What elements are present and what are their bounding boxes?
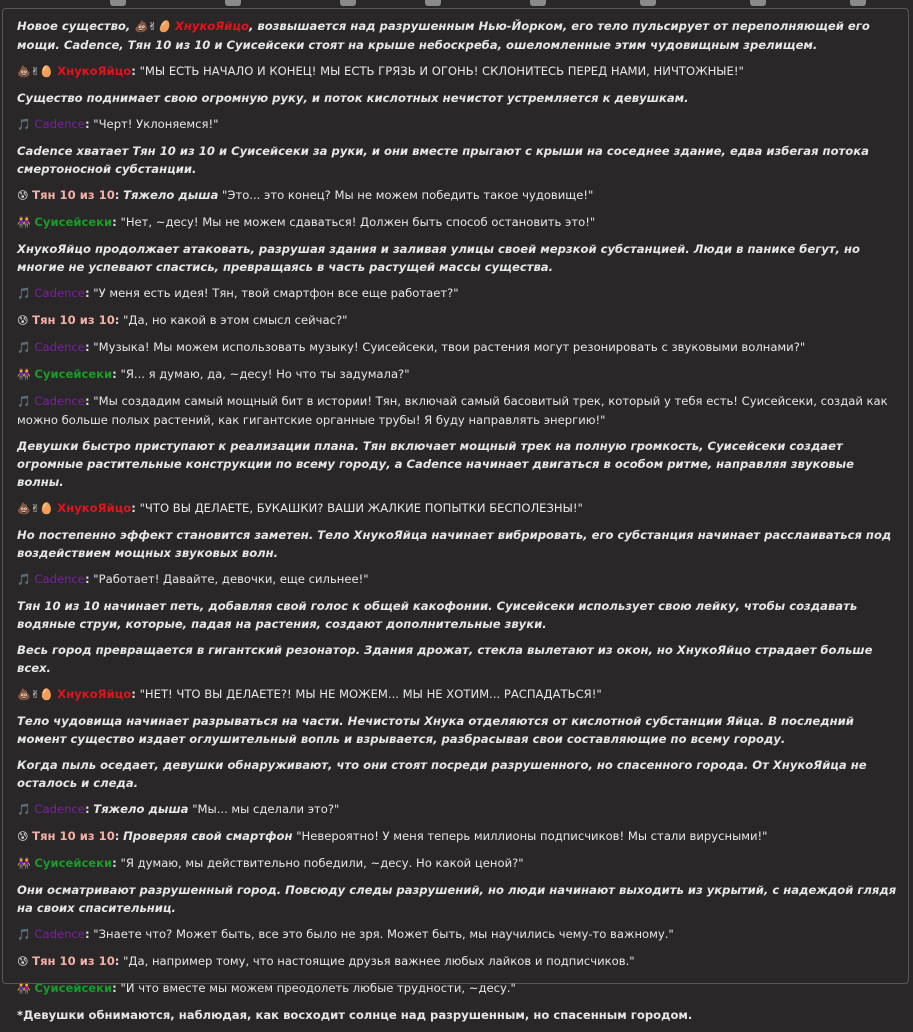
toolbar-icon[interactable] bbox=[340, 0, 356, 6]
cadence-emoji-icon: 🎵 bbox=[17, 341, 31, 354]
dialogue-line bbox=[17, 115, 897, 134]
character-name: Cadence bbox=[34, 572, 85, 586]
top-toolbar bbox=[0, 0, 913, 8]
dialogue-line bbox=[17, 213, 897, 232]
name-colon: : bbox=[114, 954, 120, 968]
narration-line: Cadence хватает Тян 10 из 10 и Суисейсеки за руки, и они вместе прыгают с крыши на соседнее здание, едва избегая потока смертоносной субстанции. bbox=[17, 144, 869, 176]
speech-text: "Музыка! Мы можем использовать музыку! Суисейсеки, твои растения могут резонировать с звуковыми волнами?" bbox=[93, 340, 806, 354]
narration-text: Новое существо, bbox=[17, 19, 135, 33]
dialogue-line bbox=[17, 186, 897, 205]
narration-line: *Девушки обнимаются, наблюдая, как восходит солнце над разрушенным, но спасенным городом. bbox=[17, 1008, 693, 1022]
hnuk-emoji-icon: 💩✌🥚 bbox=[17, 502, 54, 515]
speech-text: "МЫ ЕСТЬ НАЧАЛО И КОНЕЦ! МЫ ЕСТЬ ГРЯЗЬ И ОГОНЬ! СКЛОНИТЕСЬ ПЕРЕД НАМИ, НИЧТОЖНЫЕ!" bbox=[139, 64, 744, 78]
speech-text: "Мы... мы сделали это?" bbox=[192, 802, 340, 816]
narration-line: Но постепенно эффект становится заметен. Тело ХнукоЯйца начинает вибрировать, его субстанция начинает расслаиваться под воздействием мощных звуковых волн. bbox=[17, 528, 892, 560]
speech-text: "Невероятно! У меня теперь миллионы подписчиков! Мы стали вирусными!" bbox=[296, 829, 768, 843]
name-colon: : bbox=[131, 687, 136, 701]
character-name: Тян 10 из 10 bbox=[32, 954, 115, 968]
speech-text: "Черт! Уклоняемся!" bbox=[93, 117, 219, 131]
narration-line: Когда пыль оседает, девушки обнаруживают, что они стоят посреди разрушенного, но спасенного города. От ХнукоЯйца не осталось и следа. bbox=[17, 758, 867, 790]
cadence-emoji-icon: 🎵 bbox=[17, 928, 31, 941]
toolbar-icon[interactable] bbox=[750, 0, 766, 6]
dialogue-line bbox=[17, 979, 897, 998]
cadence-emoji-icon: 🎵 bbox=[17, 287, 31, 300]
character-name: Cadence bbox=[34, 286, 85, 300]
tyan-emoji-icon: 😰 bbox=[17, 955, 29, 968]
dialogue-line bbox=[17, 311, 897, 330]
toolbar-icon[interactable] bbox=[110, 0, 126, 6]
name-colon: : bbox=[112, 856, 117, 870]
narration-line: Весь город превращается в гигантский резонатор. Здания дрожат, стекла вылетают из окон, но ХнукоЯйцо страдает больше всех. bbox=[17, 643, 873, 675]
narration-line: Тян 10 из 10 начинает петь, добавляя свой голос к общей какофонии. Суисейсеки использует свою лейку, чтобы создавать водяные струи, которые, падая на растения, создают дополнительные звуки. bbox=[17, 599, 858, 631]
action-text: Тяжело дыша bbox=[93, 802, 189, 816]
dialogue-line bbox=[17, 62, 897, 81]
dialogue-line bbox=[17, 685, 897, 704]
toolbar-icon[interactable] bbox=[640, 0, 656, 6]
dialogue-line bbox=[17, 392, 897, 429]
name-colon: : bbox=[84, 394, 90, 408]
dialogue-line bbox=[17, 570, 897, 589]
narration-line: ХнукоЯйцо продолжает атаковать, разрушая здания и заливая улицы своей мерзкой субстанцией. Люди в панике бегут, но многие не успевают спастись, превращаясь в часть растущей массы существа. bbox=[17, 242, 860, 274]
dialogue-line bbox=[17, 800, 897, 819]
action-text: Проверяя свой смартфон bbox=[123, 829, 293, 843]
character-name: Cadence bbox=[34, 340, 85, 354]
dialogue-line bbox=[17, 499, 897, 518]
name-colon: : bbox=[114, 313, 120, 327]
cadence-emoji-icon: 🎵 bbox=[17, 573, 31, 586]
cadence-emoji-icon: 🎵 bbox=[17, 395, 31, 408]
tyan-emoji-icon: 😰 bbox=[17, 830, 29, 843]
name-colon: : bbox=[131, 64, 136, 78]
narration-line: Тело чудовища начинает разрываться на части. Нечистоты Хнука отделяются от кислотной субстанции Яйца. В последний момент существо издает оглушительный вопль и взрывается, разбрасывая свои составляющие по всему городу. bbox=[17, 714, 854, 746]
speech-text: "Знаете что? Может быть, все это было не зря. Может быть, мы научились чему-то важному." bbox=[93, 927, 674, 941]
name-colon: : bbox=[84, 572, 90, 586]
dialogue-line bbox=[17, 925, 897, 944]
speech-text: "НЕТ! ЧТО ВЫ ДЕЛАЕТЕ?! МЫ НЕ МОЖЕМ... МЫ НЕ ХОТИМ... РАСПАДАТЬСЯ!" bbox=[139, 687, 602, 701]
toolbar-icon[interactable] bbox=[530, 0, 546, 6]
toolbar-icon[interactable] bbox=[850, 0, 866, 6]
name-colon: : bbox=[84, 802, 90, 816]
hnuk-emoji-icon: 💩✌🥚 bbox=[17, 65, 54, 78]
dialogue-line bbox=[17, 365, 897, 384]
speech-text: "ЧТО ВЫ ДЕЛАЕТЕ, БУКАШКИ? ВАШИ ЖАЛКИЕ ПОПЫТКИ БЕСПОЛЕЗНЫ!" bbox=[139, 501, 583, 515]
character-name: Тян 10 из 10 bbox=[32, 829, 115, 843]
speech-text: "Мы создадим самый мощный бит в истории! Тян, включай самый басовитый трек, который у тебя есть! Суисейсеки, создай как можно больше полых растений, как гигантские органные трубы! Я буду направлять энергию!" bbox=[17, 394, 888, 427]
character-name: Cadence bbox=[34, 802, 85, 816]
name-colon: : bbox=[84, 286, 90, 300]
suis-emoji-icon: 👭 bbox=[17, 368, 31, 381]
dialogue-line bbox=[17, 827, 897, 846]
narration-text: , возвышается над разрушенным Нью-Йорком, его тело пульсирует от переполняющей его мощи. Cadence, Тян 10 из 10 и Суисейсеки стоят на крыше небоскреба, ошеломленные этим чудовищным зрелищем. bbox=[17, 19, 870, 52]
speech-text: "Да, например тому, что настоящие друзья важнее любых лайков и подписчиков." bbox=[123, 954, 635, 968]
speech-text: "Нет, ~десу! Мы не можем сдаваться! Должен быть способ остановить это!" bbox=[120, 215, 596, 229]
narration-line bbox=[17, 17, 897, 54]
speech-text: "Работает! Давайте, девочки, еще сильнее!" bbox=[93, 572, 369, 586]
character-name: Cadence bbox=[34, 927, 85, 941]
speech-text: "Да, но какой в этом смысл сейчас?" bbox=[123, 313, 348, 327]
character-name: Суисейсеки bbox=[34, 981, 113, 995]
speech-text: "У меня есть идея! Тян, твой смартфон все еще работает?" bbox=[93, 286, 459, 300]
name-colon: : bbox=[131, 501, 136, 515]
character-name: Тян 10 из 10 bbox=[32, 313, 115, 327]
name-colon: : bbox=[112, 981, 117, 995]
tyan-emoji-icon: 😰 bbox=[17, 314, 29, 327]
character-name: ХнукоЯйцо bbox=[57, 687, 132, 701]
character-name: ХнукоЯйцо bbox=[57, 64, 132, 78]
tyan-emoji-icon: 😰 bbox=[17, 189, 29, 202]
toolbar-icon[interactable] bbox=[425, 0, 441, 6]
speech-text: "Я... я думаю, да, ~десу! Но что ты задумала?" bbox=[120, 367, 410, 381]
cadence-emoji-icon: 🎵 bbox=[17, 803, 31, 816]
name-colon: : bbox=[84, 117, 90, 131]
speech-text: "Это... это конец? Мы не можем победить такое чудовище!" bbox=[222, 188, 594, 202]
name-colon: : bbox=[114, 188, 120, 202]
narration-line: Существо поднимает свою огромную руку, и поток кислотных нечистот устремляется к девушкам. bbox=[17, 91, 689, 105]
character-name: Тян 10 из 10 bbox=[32, 188, 115, 202]
dialogue-line bbox=[17, 338, 897, 357]
name-colon: : bbox=[112, 215, 117, 229]
speech-text: "Я думаю, мы действительно победили, ~десу. Но какой ценой?" bbox=[120, 856, 524, 870]
suis-emoji-icon: 👭 bbox=[17, 216, 31, 229]
character-name: Cadence bbox=[34, 117, 85, 131]
name-colon: : bbox=[112, 367, 117, 381]
character-name: Суисейсеки bbox=[34, 856, 113, 870]
speech-text: "И что вместе мы можем преодолеть любые трудности, ~десу." bbox=[120, 981, 516, 995]
narration-line: Девушки быстро приступают к реализации плана. Тян включает мощный трек на полную громкость, Суисейсеки создает огромные растительные конструкции по всему городу, а Cadence начинает двигаться в особом ритме, направляя звуковые волны. bbox=[17, 439, 855, 489]
suis-emoji-icon: 👭 bbox=[17, 982, 31, 995]
character-name: ХнукоЯйцо bbox=[57, 501, 132, 515]
suis-emoji-icon: 👭 bbox=[17, 857, 31, 870]
action-text: Тяжело дыша bbox=[123, 188, 219, 202]
name-colon: : bbox=[84, 927, 90, 941]
dialogue-line bbox=[17, 284, 897, 303]
character-name: Cadence bbox=[34, 394, 85, 408]
character-name: ХнукоЯйцо bbox=[174, 19, 249, 33]
hnuk-emoji-icon: 💩✌🥚 bbox=[17, 688, 54, 701]
cadence-emoji-icon: 🎵 bbox=[17, 118, 31, 131]
name-colon: : bbox=[84, 340, 90, 354]
hnuk-emoji-icon: 💩✌🥚 bbox=[134, 20, 171, 33]
dialogue-line bbox=[17, 952, 897, 971]
dialogue-line bbox=[17, 854, 897, 873]
toolbar-icon[interactable] bbox=[225, 0, 241, 6]
character-name: Суисейсеки bbox=[34, 215, 113, 229]
name-colon: : bbox=[114, 829, 120, 843]
story-message bbox=[17, 17, 897, 1032]
narration-line: Они осматривают разрушенный город. Повсюду следы разрушений, но люди начинают выходить из укрытий, с надеждой глядя на своих спасительниц. bbox=[17, 883, 897, 915]
scrollbar[interactable] bbox=[907, 10, 911, 980]
character-name: Суисейсеки bbox=[34, 367, 113, 381]
